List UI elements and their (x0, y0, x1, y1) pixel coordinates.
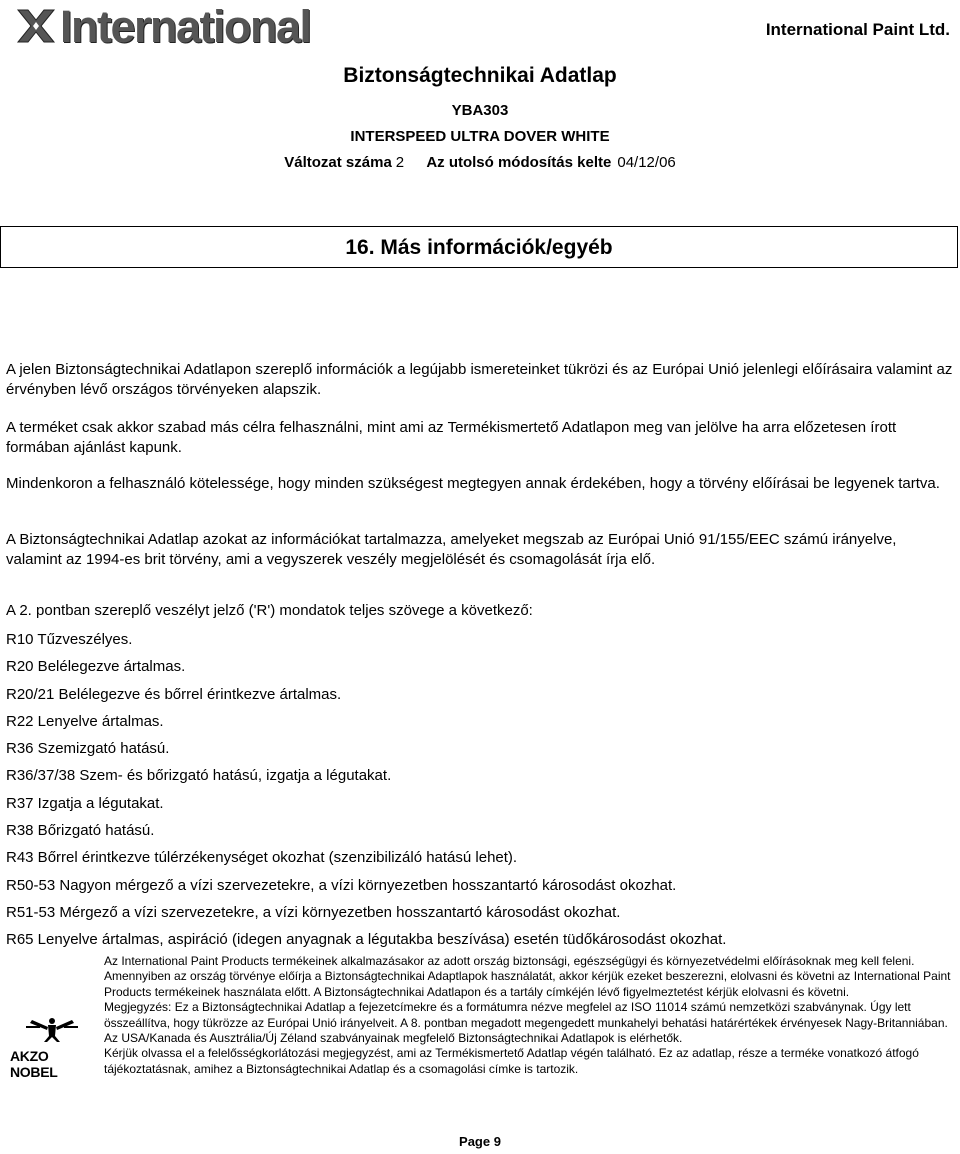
r-phrase-item: R20 Belélegezve ártalmas. (6, 658, 186, 676)
r-phrase-item: R38 Bőrizgató hatású. (6, 822, 155, 840)
international-x-logo-icon (14, 4, 58, 48)
document-title: Biztonságtechnikai Adatlap (343, 64, 617, 87)
version-value: 2 (395, 154, 405, 171)
company-name: International Paint Ltd. (765, 20, 950, 39)
r-phrase-item: R36/37/38 Szem- és bőrizgató hatású, izgatja a légutakat. (6, 767, 392, 785)
product-code: YBA303 (451, 102, 509, 119)
footer-note: Kérjük olvassa el a felelősségkorlátozási megjegyzést, ami az Termékismertető Adatlap végén található. Ez az adatlap, része a terméke vonatkozó átfogó tájékoztatásnak, amihez a Biztonságtechnikai Adatlap és a csomagolási címke is tartozik. (104, 1046, 919, 1076)
akzo-nobel-logo (10, 1016, 96, 1080)
footer-note: Amennyiben az ország törvénye előírja a Biztonságtechnikai Adaptlapok használatát, akkor kérjük ezeket beszerezni, elolvasni és követni az International Paint Products termékeinek használata előtt. A Biztonságtechnikai Adatlapon és a tartály címkéjén lévő figyelmeztetést kérjük elolvasni és követni. (104, 969, 951, 999)
paragraph-2: A terméket csak akkor szabad más célra felhasználni, mint ami az Termékismertető Adatlapon meg van jelölve ha arra előzetesen írott formában ajánlást kapunk. (6, 419, 897, 456)
r-phrase-item: R10 Tűzveszélyes. (6, 631, 133, 648)
akzo-nobel-emblem-icon (22, 1016, 82, 1042)
section-heading: 16. Más információk/egyéb (0, 226, 958, 268)
r-phrase-item: R22 Lenyelve ártalmas. (6, 712, 164, 730)
r-phrase-item: R51-53 Mérgező a vízi szervezetekre, a vízi környezetben hosszantartó károsodást okozhat. (6, 903, 621, 921)
paragraph-1: A jelen Biztonságtechnikai Adatlapon szereplő információk a legújabb ismereteinket tükrözi és az Európai Unió jelenlegi előírásaira valamint az érvényben lévő országos törvényeken alapszik. (6, 361, 953, 398)
paragraph-4: A Biztonságtechnikai Adatlap azokat az információkat tartalmazza, amelyeket megszab az Európai Unió 91/155/EEC számú irányelve, valamint az 1994-es brit törvény, ami a vegyszerek veszély megjelölését és csomagolását írja elő. (6, 531, 897, 568)
international-logo (14, 2, 311, 50)
page-number: Page 9 (459, 1134, 501, 1149)
akzo-nobel-wordmark: AKZO NOBEL (10, 1048, 58, 1080)
version-label: Változat száma (284, 154, 392, 171)
footer-notes (104, 954, 952, 1077)
product-name: INTERSPEED ULTRA DOVER WHITE (350, 128, 610, 145)
footer-note: Megjegyzés: Ez a Biztonságtechnikai Adatlap a fejezetcímekre és a formátumra nézve megfelel az ISO 11014 számú nemzetközi szabványnak. Úgy lett összeállítva, hogy tükrözze az Európai Unió irányelveit. A 8. pontban megadott megengedett munkahelyi behatási határértékek érvényesek Nagy-Britanniában. Az USA/Kanada és Ausztrália/Új Zéland szabványainak megfelelő Biztonságtechnikai Adatlapok is elérhetők. (104, 1000, 948, 1046)
r-phrase-item: R50-53 Nagyon mérgező a vízi szervezetekre, a vízi környezetben hosszantartó károsodást okozhat. (6, 876, 677, 894)
r-phrases-list (6, 626, 726, 954)
footer-note: Az International Paint Products termékeinek alkalmazásakor az adott ország biztonsági, egészségügyi és környezetvédelmi előírásoknak meg kell feleni. (104, 954, 915, 968)
r-phrase-item: R37 Izgatja a légutakat. (6, 794, 164, 812)
r-phrase-item: R65 Lenyelve ártalmas, aspiráció (idegen anyagnak a légutakba beszívása) esetén tüdőkárosodást okozhat. (6, 931, 727, 949)
r-phrase-item: R20/21 Belélegezve és bőrrel érintkezve ártalmas. (6, 685, 342, 703)
r-phrase-item: R36 Szemizgató hatású. (6, 740, 170, 758)
paragraph-3: Mindenkoron a felhasználó kötelessége, hogy minden szükségest megtegyen annak érdekében, hogy a törvény előírásai be legyenek tartva. (6, 475, 940, 492)
r-phrase-item: R43 Bőrrel érintkezve túlérzékenységet okozhat (szenzibilizáló hatású lehet). (6, 849, 518, 867)
version-line (0, 154, 960, 171)
revision-label: Az utolsó módosítás kelte (426, 154, 612, 171)
r-phrases-intro: A 2. pontban szereplő veszélyt jelző ('R') mondatok teljes szövege a következő: (6, 602, 533, 619)
brand-wordmark: International (60, 0, 311, 52)
revision-value: 04/12/06 (617, 154, 676, 171)
